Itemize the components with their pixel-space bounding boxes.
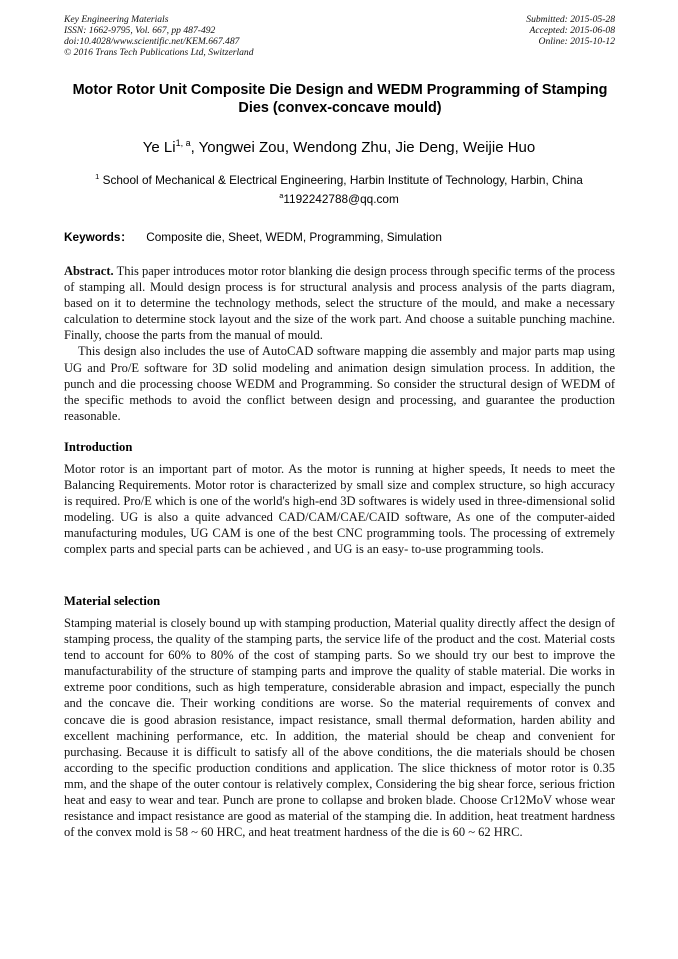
first-author-sup: 1, a	[175, 138, 191, 148]
introduction-heading: Introduction	[64, 440, 133, 454]
keywords-label: Keywords：	[64, 230, 133, 244]
journal-copyright: © 2016 Trans Tech Publications Ltd, Switzerland	[64, 47, 254, 58]
other-authors: , Yongwei Zou, Wendong Zhu, Jie Deng, Weijie Huo	[190, 139, 536, 156]
author-email	[0, 191, 678, 206]
introduction-paragraph	[64, 461, 615, 558]
abstract-text-1: This paper introduces motor rotor blanking die design process through specific terms of the process of stamping all. Mould design process is for structural analysis and process analysis of the parts diagram, based on it to determine the technology methods, select the structure of the mould, and make a necessary calculation to determine stock layout and the size of the work part. And choose a suitable punching machine. Finally, choose the parts from the manual of mould.	[64, 264, 615, 343]
introduction-text: Motor rotor is an important part of motor. As the motor is running at higher speeds, It needs to meet the Balancing Requirements. Motor rotor is characterized by small size and complex structure, so high accuracy is required. Pro/E which is one of the world's high-end 3D softwares is widely used in three-dimensional solid modeling. UG is also a quite advanced CAD/CAM/CAE/CAID software, As one of the computer-aided manufacturing modules, UG CAM is one of the best CNC programming tools. The processing of extremely complex parts and special parts can be achieved , and UG is an easy- to-use programming tools.	[64, 462, 615, 557]
affiliation-text: School of Mechanical & Electrical Engineering, Harbin Institute of Technology, Harbin, China	[102, 172, 583, 187]
affiliation	[0, 172, 678, 187]
abstract-label: Abstract.	[64, 264, 114, 278]
keywords	[64, 228, 442, 245]
material-text: Stamping material is closely bound up with stamping production, Material quality directly affect the design of stamping process, the quality of the stamping parts, the service life of the product and the cost. Material costs tend to account for 60% to 80% of the cost of stamping parts. So we should try our best to improve the manufacturability of the structure of stamping parts and improve the quality of stable material. Die works in extreme poor conditions, such as high temperature, considerable abrasion and impact, especially the punch and the concave die. Their working conditions are worse. So the material requirements of convex and concave die is good abrasion resistance, impact resistance, small thermal deformation, harden ability and excellent machining performance, etc. In addition, the material should be cheap and convenient for purchasing. Because it is difficult to satisfy all of the above conditions, the die materials should be chosen according to the specific production conditions and application. The slice thickness of motor rotor is 0.35 mm, and the shape of the outer contour is relatively complex, Considering the big shear force, serious friction heat and easy to wear and tear. Punch are prone to collapse and broken blade. Choose Cr12MoV whose wear resistance and impact resistance are good as material of the stamping die. In addition, heat treatment hardness of the convex mold is 58 ~ 60 HRC, and heat treatment hardness of the die is 60 ~ 62 HRC.	[64, 616, 615, 840]
author-list	[0, 138, 678, 156]
email-sup: a	[279, 191, 284, 200]
keywords-text: Composite die, Sheet, WEDM, Programming, Simulation	[146, 230, 442, 244]
journal-header-left	[64, 14, 254, 58]
journal-issn: ISSN: 1662-9795, Vol. 667, pp 487-492	[64, 25, 216, 36]
journal-header-right	[526, 14, 615, 47]
accepted-date: Accepted: 2015-06-08	[529, 25, 615, 36]
abstract-paragraph-2: This design also includes the use of AutoCAD software mapping die assembly and major parts map using UG and Pro/E software for 3D solid modeling and animation design simulation process. In addition, the punch and die processing choose WEDM and Programming. So consider the structural design of WEDM of the specific methods to avoid the conflict between design and processing, and guarantee the production reasonable.	[64, 344, 615, 423]
abstract-block	[64, 263, 615, 424]
email-address: 1192242788@qq.com	[283, 191, 399, 206]
material-heading: Material selection	[64, 594, 161, 608]
material-paragraph	[64, 615, 615, 840]
journal-name: Key Engineering Materials	[64, 14, 169, 25]
abstract-paragraph-1	[64, 263, 615, 343]
paper-title: Motor Rotor Unit Composite Die Design and WEDM Programming of Stamping Dies (convex-concave mould)	[72, 82, 608, 116]
online-date: Online: 2015-10-12	[538, 36, 615, 47]
affiliation-sup: 1	[95, 172, 100, 181]
submitted-date: Submitted: 2015-05-28	[526, 14, 615, 25]
journal-doi: doi:10.4028/www.scientific.net/KEM.667.487	[64, 36, 240, 47]
first-author: Ye Li	[142, 139, 176, 156]
